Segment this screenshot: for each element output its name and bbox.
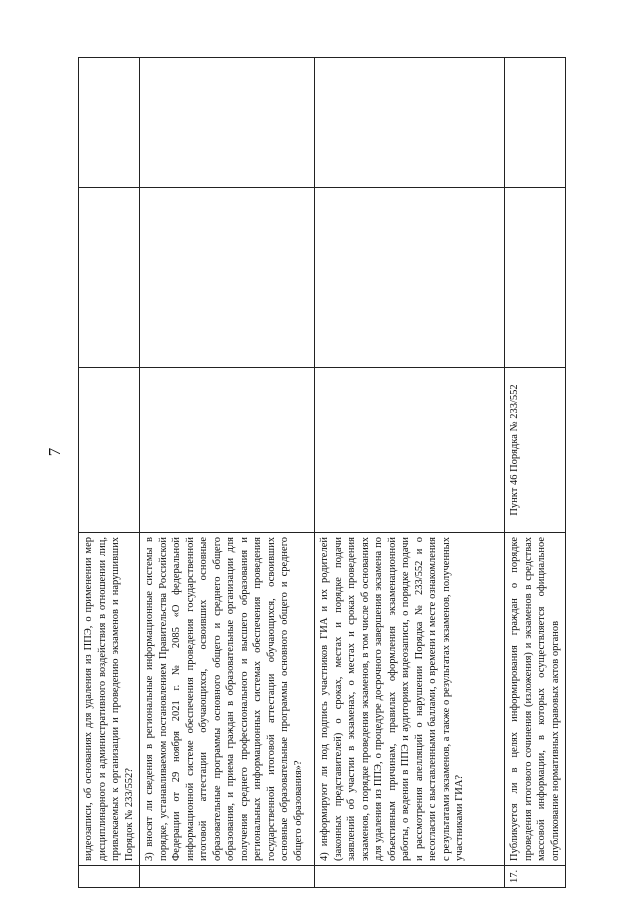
- row-number-cell-empty: [140, 866, 315, 888]
- question-cell: [140, 533, 315, 866]
- note-cell: [79, 58, 140, 188]
- note-cell: [140, 58, 315, 188]
- question-cell: [79, 533, 140, 866]
- answer-cell: [140, 188, 315, 368]
- row-number-cell-empty: [79, 866, 140, 888]
- page-number: 7: [45, 447, 64, 457]
- table-row: [140, 58, 315, 888]
- answer-cell: [79, 188, 140, 368]
- table-row: [315, 58, 505, 888]
- checklist-table: [78, 57, 566, 888]
- reference-cell: Пункт 46 Порядка № 233/552: [505, 368, 566, 533]
- continuation-text: видеозаписи, об основаниях для удаления из ППЭ, о применении мер дисциплинарного и административного воздействия в отношении лиц, привлекаемых к организации и проведению экзаменов и нарушивших Порядок № 233/552?: [83, 537, 135, 861]
- answer-cell: [315, 188, 505, 368]
- reference-cell: [315, 368, 505, 533]
- document-sheet: [78, 58, 561, 888]
- reference-cell: [79, 368, 140, 533]
- item-4-text: 4) информируют ли под подпись участников ГИА и их родителей (законных представителей) о сроках, местах и порядке подачи заявлений об участии в экзаменах, о местах и сроках проведения экзаменов, о порядке проведения экзаменов, в том числе об основаниях для удаления из ППЭ, о процедуре досрочного завершения экзамена по объективным причинам, правилах оформления экзаменационной работы, о ведении в ППЭ и аудиториях видеозаписи, о порядке подачи и рассмотрения апелляций о нарушении Порядка № 233/552 и о несогласии с выставленными баллами, о времени и месте ознакомления с результатами экзаменов, а также о результатах экзаменов, полученных участниками ГИА?: [319, 537, 465, 861]
- question-cell: [315, 533, 505, 866]
- reference-cell: [140, 368, 315, 533]
- question-cell: [505, 533, 566, 866]
- note-cell: [505, 58, 566, 188]
- row-number: 17.: [505, 866, 566, 888]
- note-cell: [315, 58, 505, 188]
- answer-cell: [505, 188, 566, 368]
- row-number-cell-empty: [315, 866, 505, 888]
- table-row-17: [505, 58, 566, 888]
- item-3-text: 3) вносят ли сведения в региональные информационные системы в порядке, устанавливаемом постановлением Правительства Российской Федерации от 29 ноября 2021 г. № 2085 «О федеральной информационной системе обеспечения проведения государственной итоговой аттестации обучающихся, освоивших основные образовательные программы основного общего и среднего общего образования, и приема граждан в образовательные организации для получения среднего профессионального и высшего образования и региональных информационных системах обеспечения проведения государственной итоговой аттестации обучающихся, освоивших основные образовательные программы основного общего и среднего общего образования»?: [144, 537, 304, 861]
- row-17-text: Публикуется ли в целях информирования граждан о порядке проведения итогового сочинения (изложения) и экзаменов в средствах массовой информации, в которых осуществляется официальное опубликование нормативных правовых актов органов: [509, 537, 561, 861]
- table-row: [79, 58, 140, 888]
